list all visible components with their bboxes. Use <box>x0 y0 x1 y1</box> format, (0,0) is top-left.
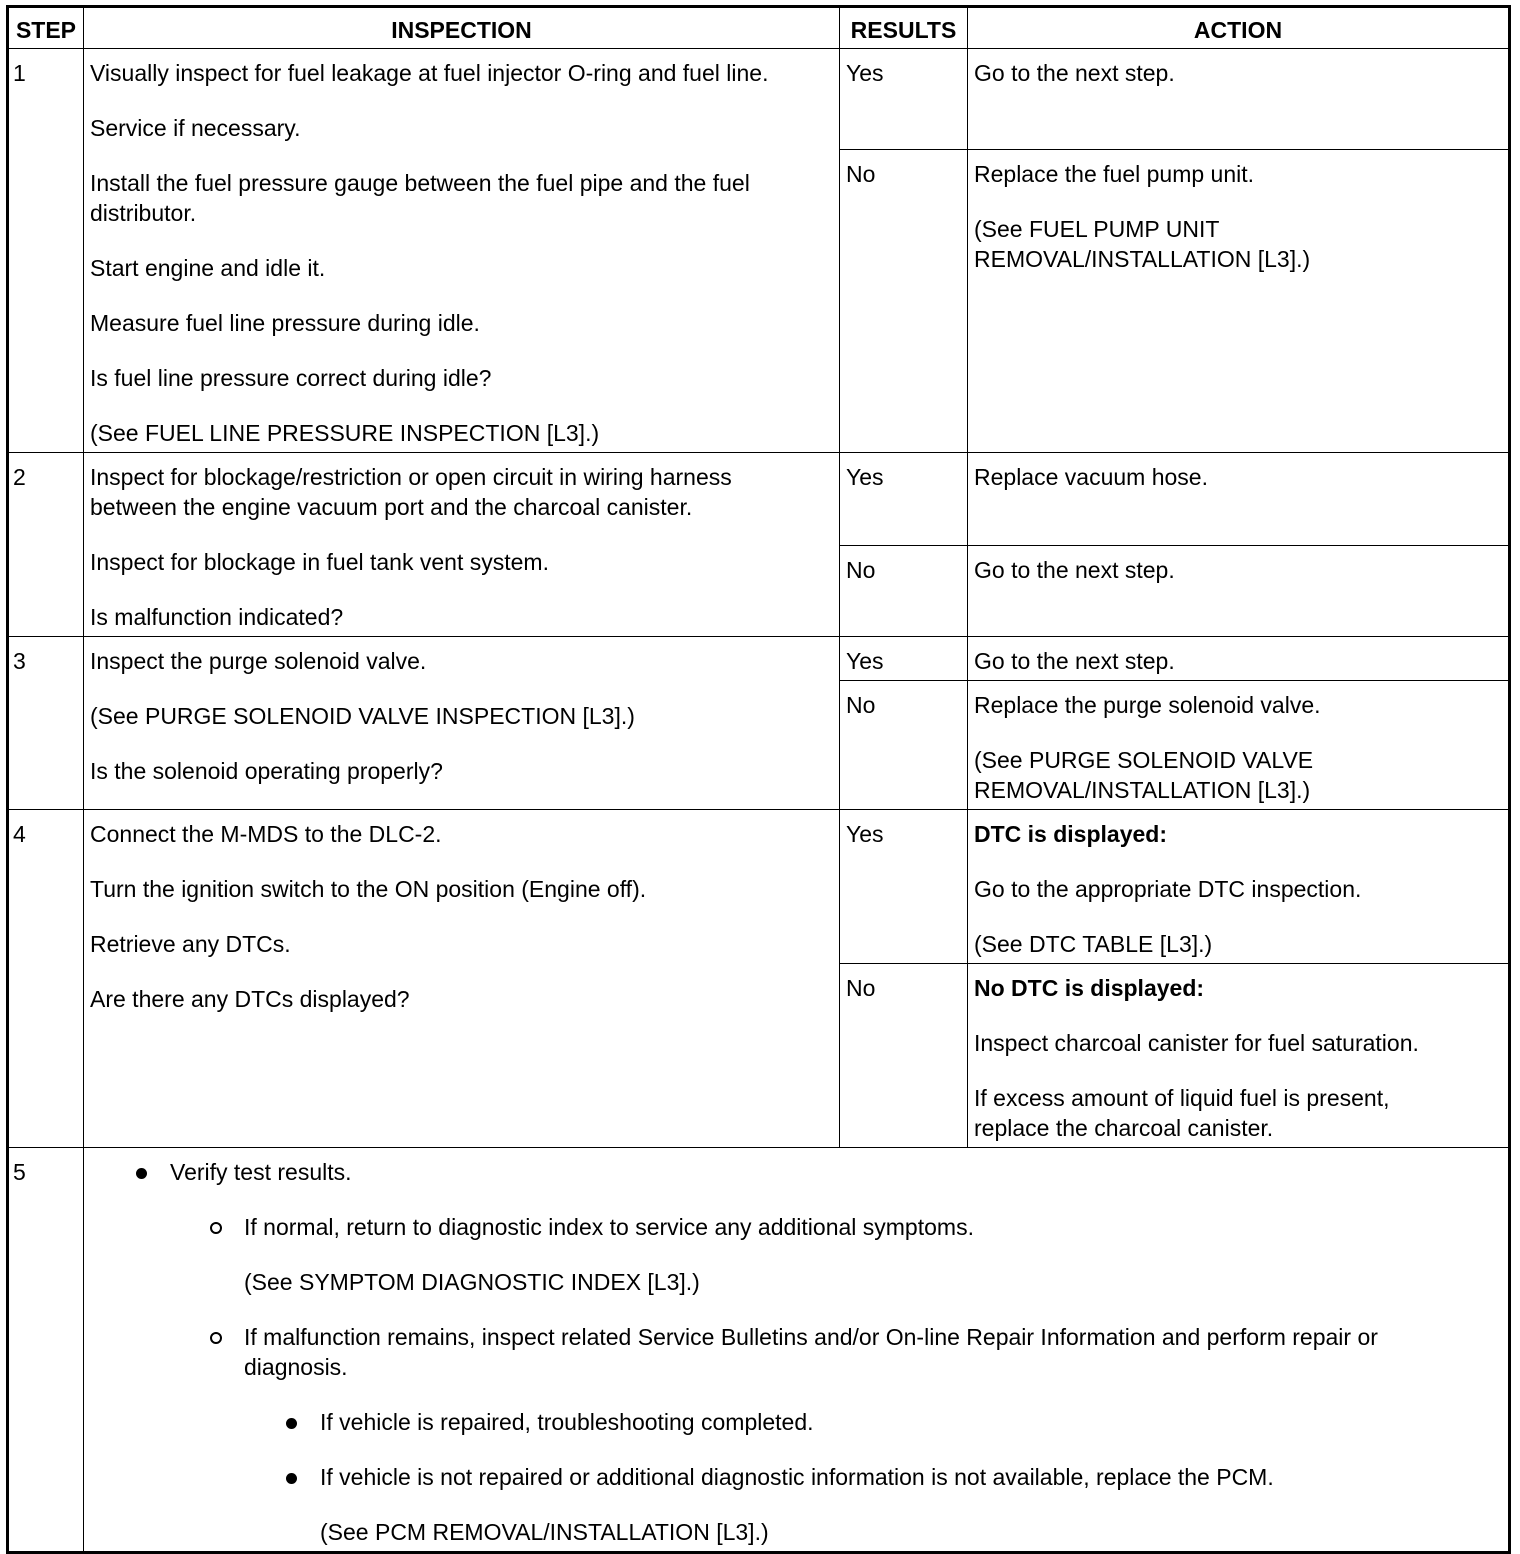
inspection-line: Is the solenoid operating properly? <box>90 758 443 784</box>
bullet-dot-icon <box>286 1418 297 1429</box>
inspection-line: Inspect the purge solenoid valve. <box>90 648 427 674</box>
inspection-line: (See FUEL LINE PRESSURE INSPECTION [L3].) <box>90 420 600 446</box>
inspection-line: Are there any DTCs displayed? <box>90 986 410 1012</box>
action-yes <box>968 637 1510 681</box>
step-number: 3 <box>8 637 84 810</box>
result-yes: Yes <box>840 637 968 681</box>
table-row-step-5 <box>8 1148 1510 1553</box>
action-yes <box>968 810 1510 964</box>
result-yes: Yes <box>840 810 968 964</box>
result-no: No <box>840 964 968 1148</box>
action-line: Go to the next step. <box>974 557 1175 583</box>
header-step: STEP <box>8 7 84 49</box>
bullet-malfunction <box>90 1322 1502 1382</box>
pcm-ref: (See PCM REMOVAL/INSTALLATION [L3].) <box>320 1519 769 1545</box>
bullet-verify <box>90 1157 1502 1187</box>
diagnostic-sheet <box>6 5 1511 1554</box>
bullet-circle-icon <box>210 1332 222 1344</box>
inspection-line: Turn the ignition switch to the ON position (Engine off). <box>90 876 647 902</box>
inspection-line: Install the fuel pressure gauge between the fuel pipe and the fuel distributor. <box>90 170 750 226</box>
diagnostic-table <box>6 5 1511 1554</box>
step-number: 4 <box>8 810 84 1148</box>
header-inspection: INSPECTION <box>84 7 840 49</box>
table-row-step-3 <box>8 637 1510 681</box>
header-results: RESULTS <box>840 7 968 49</box>
inspection-line: (See PURGE SOLENOID VALVE INSPECTION [L3].) <box>90 703 635 729</box>
header-action: ACTION <box>968 7 1510 49</box>
bullet-repaired <box>90 1407 1502 1437</box>
inspection-line: Is fuel line pressure correct during idle? <box>90 365 492 391</box>
normal-ref: (See SYMPTOM DIAGNOSTIC INDEX [L3].) <box>244 1269 700 1295</box>
inspection-line: Service if necessary. <box>90 115 301 141</box>
action-yes <box>968 49 1510 150</box>
inspection-line: Visually inspect for fuel leakage at fuel injector O-ring and fuel line. <box>90 60 769 86</box>
action-line: (See FUEL PUMP UNIT REMOVAL/INSTALLATION [L3].) <box>974 216 1311 272</box>
action-line: (See PURGE SOLENOID VALVE REMOVAL/INSTALLATION [L3].) <box>974 747 1314 803</box>
inspection-line: Is malfunction indicated? <box>90 604 344 630</box>
bullet-not-repaired <box>90 1462 1502 1492</box>
bullet-circle-icon <box>210 1222 222 1234</box>
step-number: 5 <box>8 1148 84 1553</box>
result-yes: Yes <box>840 453 968 546</box>
inspection-cell <box>84 453 840 637</box>
action-line: (See DTC TABLE [L3].) <box>974 931 1213 957</box>
action-line: Go to the next step. <box>974 648 1175 674</box>
bullet-dot-icon <box>136 1168 147 1179</box>
verify-text: Verify test results. <box>170 1159 352 1185</box>
inspection-line: Retrieve any DTCs. <box>90 931 291 957</box>
inspection-cell <box>84 810 840 1148</box>
action-line: If excess amount of liquid fuel is present, replace the charcoal canister. <box>974 1085 1390 1141</box>
inspection-line: Measure fuel line pressure during idle. <box>90 310 480 336</box>
result-yes: Yes <box>840 49 968 150</box>
step-number: 1 <box>8 49 84 453</box>
inspection-line: Inspect for blockage in fuel tank vent system. <box>90 549 549 575</box>
table-row-step-2 <box>8 453 1510 546</box>
malfunction-text: If malfunction remains, inspect related Service Bulletins and/or On-line Repair Information and perform repair or diagnosis. <box>244 1324 1378 1380</box>
action-line: Replace the fuel pump unit. <box>974 161 1255 187</box>
inspection-line: Inspect for blockage/restriction or open circuit in wiring harness between the engine vacuum port and the charcoal canister. <box>90 464 732 520</box>
not-repaired-text: If vehicle is not repaired or additional diagnostic information is not available, replace the PCM. <box>320 1464 1274 1490</box>
action-heading: No DTC is displayed: <box>974 975 1205 1001</box>
action-no <box>968 964 1510 1148</box>
result-no: No <box>840 150 968 453</box>
normal-text: If normal, return to diagnostic index to service any additional symptoms. <box>244 1214 974 1240</box>
bullet-dot-icon <box>286 1473 297 1484</box>
action-line: Replace the purge solenoid valve. <box>974 692 1321 718</box>
step-number: 2 <box>8 453 84 637</box>
header-row <box>8 7 1510 49</box>
action-line: Replace vacuum hose. <box>974 464 1208 490</box>
bullet-normal <box>90 1212 1502 1242</box>
inspection-cell <box>84 49 840 453</box>
action-line: Go to the appropriate DTC inspection. <box>974 876 1362 902</box>
repaired-text: If vehicle is repaired, troubleshooting completed. <box>320 1409 814 1435</box>
table-row-step-1 <box>8 49 1510 150</box>
inspection-line: Start engine and idle it. <box>90 255 326 281</box>
result-no: No <box>840 546 968 637</box>
table-row-step-4 <box>8 810 1510 964</box>
inspection-line: Connect the M-MDS to the DLC-2. <box>90 821 442 847</box>
action-yes <box>968 453 1510 546</box>
inspection-cell <box>84 637 840 810</box>
action-line: Go to the next step. <box>974 60 1175 86</box>
action-heading: DTC is displayed: <box>974 821 1167 847</box>
action-line: Inspect charcoal canister for fuel saturation. <box>974 1030 1419 1056</box>
action-no <box>968 150 1510 453</box>
result-no: No <box>840 681 968 810</box>
action-no <box>968 546 1510 637</box>
step5-cell <box>84 1148 1510 1553</box>
action-no <box>968 681 1510 810</box>
